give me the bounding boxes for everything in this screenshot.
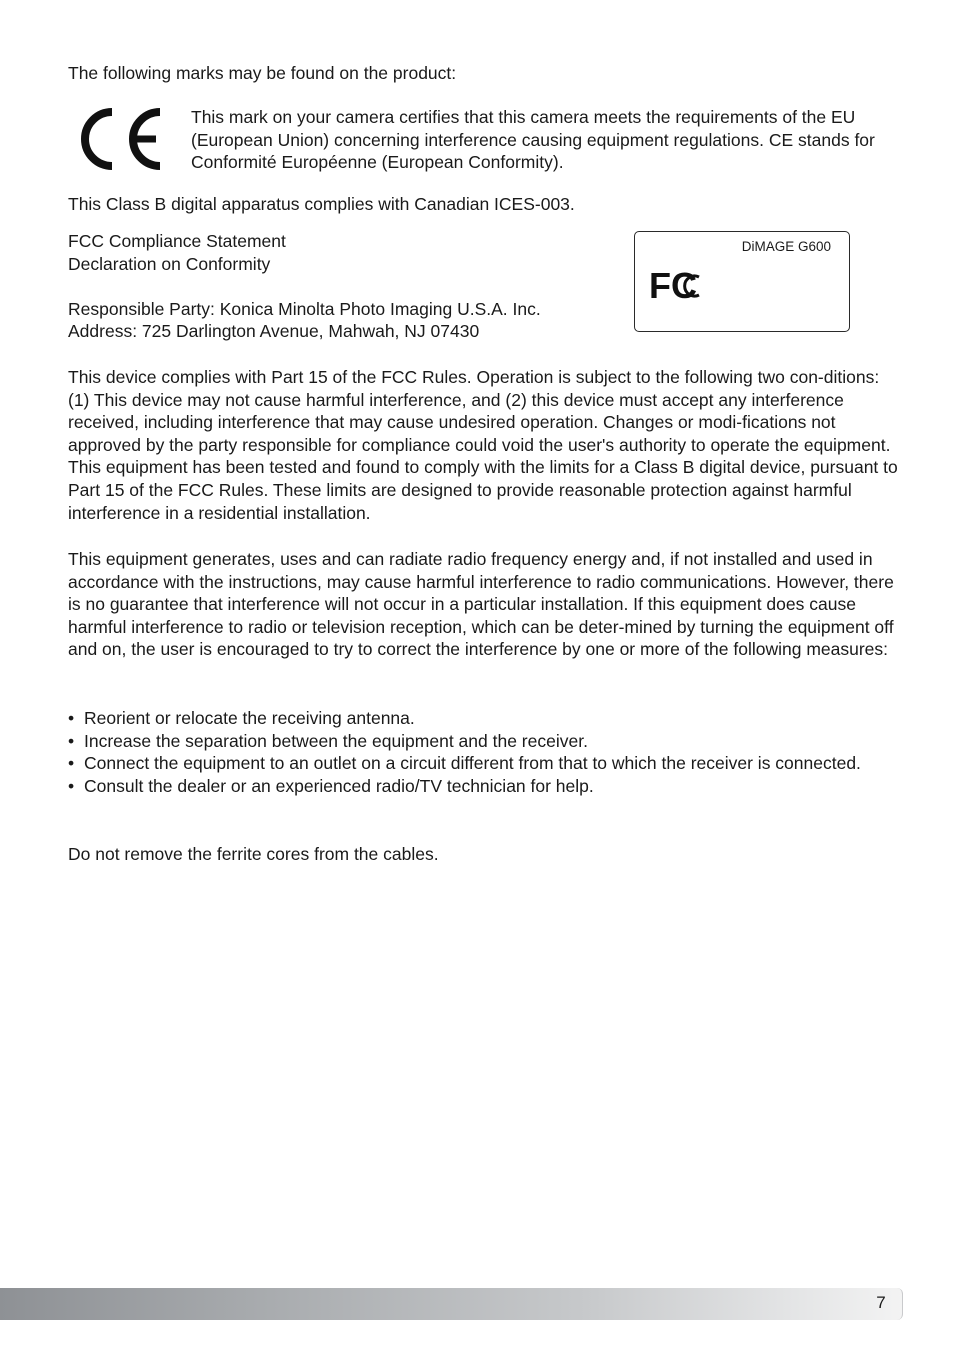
footer-bar: [0, 1288, 903, 1320]
interference-paragraph: This equipment generates, uses and can radiate radio frequency energy and, if not installed and used in accordance with the instructions, may cause harmful interference to radio communications. However, there is no guarantee that interference will not occur in a particular installation. If this equipment does cause harmful interference to radio or television reception, which can be deter-mined by turning the equipment off and on, the user is encouraged to try to correct the interference by one or more of the following measures:: [68, 549, 894, 660]
intro-text: The following marks may be found on the product:: [68, 63, 457, 83]
fcc-logo-text: FC: [649, 266, 697, 306]
fcc-statement-title: FCC Compliance Statement: [68, 231, 286, 251]
bullet-icon: •: [68, 708, 75, 728]
fcc-model-name: DiMAGE G600: [741, 239, 831, 254]
bullet-icon: •: [68, 753, 75, 774]
fcc-declaration-block: [68, 230, 608, 343]
list-item: • Connect the equipment to an outlet on a circuit different from that to which the receiver is connected.: [68, 753, 861, 774]
list-item: • Consult the dealer or an experienced radio/TV technician for help.: [68, 775, 594, 796]
fcc-compliance-paragraph: This device complies with Part 15 of the FCC Rules. Operation is subject to the following two con-ditions: (1) This device may not cause harmful interference, and (2) this device must accept any interference received, including interference that may cause undesired operation. Changes or modi-fications not approved by the party responsible for compliance could void the user's authority to operate the equipment. This equipment has been tested and found to comply with the limits for a Class B digital device, pursuant to Part 15 of the FCC Rules. These limits are designed to provide reasonable protection against harmful interference in a residential installation.: [68, 367, 898, 523]
ce-description: This mark on your camera certifies that this camera meets the requirements of the EU (European Union) concerning interference causing equipment regulations. CE stands for Conformité Européenne (European Conformity).: [191, 107, 875, 173]
fcc-address: Address: 725 Darlington Avenue, Mahwah, NJ 07430: [68, 321, 480, 342]
page-number: 7: [876, 1293, 886, 1312]
ferrite-note: Do not remove the ferrite cores from the cables.: [68, 844, 439, 864]
class-b-statement: This Class B digital apparatus complies with Canadian ICES-003.: [68, 194, 575, 214]
fcc-responsible-party: Responsible Party: Konica Minolta Photo Imaging U.S.A. Inc.: [68, 298, 541, 319]
fcc-logo-icon: [649, 266, 703, 306]
measures-list: [68, 707, 898, 797]
ce-mark-icon: [72, 106, 168, 172]
bullet-icon: •: [68, 730, 75, 751]
fcc-label-box: [634, 231, 850, 332]
list-item: • Reorient or relocate the receiving antenna.: [68, 708, 415, 728]
bullet-icon: •: [68, 775, 75, 796]
list-item: • Increase the separation between the equipment and the receiver.: [68, 730, 588, 751]
fcc-declaration: Declaration on Conformity: [68, 253, 271, 274]
